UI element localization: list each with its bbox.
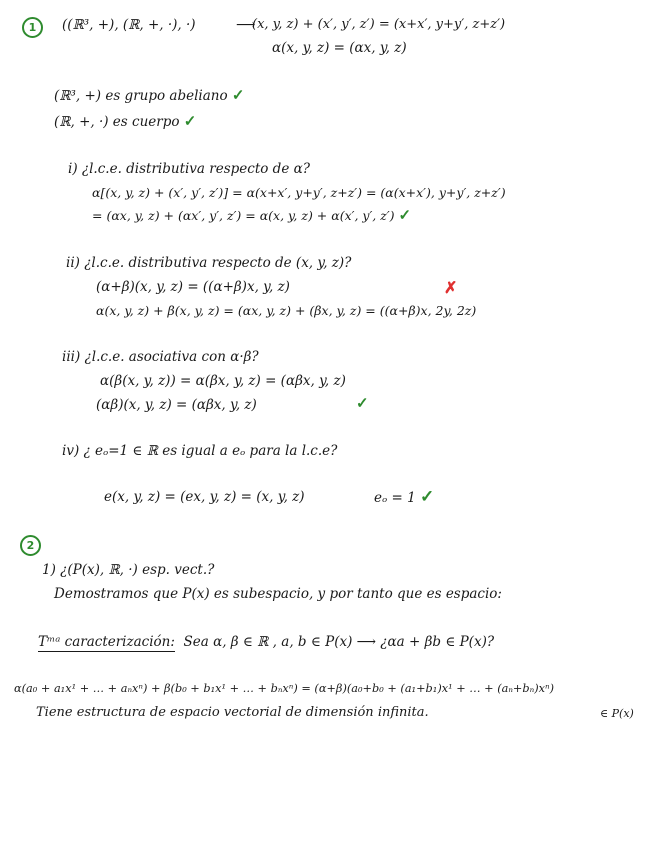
theorem-label: Tᵐᵃ caracterización: [38,634,175,650]
structure-tuple: ((ℝ³, +), (ℝ, +, ·), ·) [62,17,196,33]
question-1-title: i) ¿l.c.e. distributiva respecto de α? [68,161,310,177]
exercise-1-number: 1 [22,17,43,38]
question-2-line-2: α(x, y, z) + β(x, y, z) = (αx, y, z) + (βx, y, z) = ((α+β)x, 2y, 2z) [96,303,477,318]
check-icon: ✓ [183,112,197,130]
theorem-line [38,633,494,651]
abelian-text: (ℝ³, +) es grupo abeliano [54,88,228,104]
maps-to-arrow: ⟶ [236,17,256,33]
question-2-title: ii) ¿l.c.e. distributiva respecto de (x, y, z)? [66,255,352,271]
question-2-line-1: (α+β)(x, y, z) = ((α+β)x, y, z) [96,279,290,295]
field-text: (ℝ, +, ·) es cuerpo [54,114,180,130]
polynomial-expansion: α(a₀ + a₁x¹ + … + aₙxⁿ) + β(b₀ + b₁x¹ + … + bₙxⁿ) = (α+β)(a₀+b₀ + (a₁+b₁)x¹ + … + (aₙ+bₙ)xⁿ) [14,682,554,695]
check-icon: ✓ [398,206,412,224]
question-1-line-2 [92,206,411,225]
question-4-line: e(x, y, z) = (ex, y, z) = (x, y, z) [104,489,305,505]
field-line [54,112,196,131]
question-3-title: iii) ¿l.c.e. asociativa con α·β? [62,349,259,365]
scalar-definition: α(x, y, z) = (αx, y, z) [272,40,407,56]
question-4-note [374,488,434,507]
exercise-2-conclusion: Tiene estructura de espacio vectorial de dimensión infinita. [36,705,429,720]
neutral-element-text: eₒ = 1 [374,490,416,506]
check-icon: ✓ [356,394,369,412]
abelian-group-line [54,86,244,105]
exercise-2-number: 2 [20,535,41,556]
question-1-line-2-text: = (αx, y, z) + (αx′, y′, z′) = α(x, y, z) + α(x′, y′, z′) [92,208,395,223]
question-1-line-1: α[(x, y, z) + (x′, y′, z′)] = α(x+x′, y+y′, z+z′) = (α(x+x′), y+y′, z+z′) [92,185,506,200]
sum-definition: (x, y, z) + (x′, y′, z′) = (x+x′, y+y′, z+z′) [252,17,506,32]
exercise-2-statement: Demostramos que P(x) es subespacio, y por tanto que es espacio: [54,586,502,602]
question-4-title: iv) ¿ eₒ=1 ∈ ℝ es igual a eₒ para la l.c.e? [62,443,338,459]
question-3-line-2: (αβ)(x, y, z) = (αβx, y, z) [96,397,257,413]
cross-icon: ✗ [444,278,458,297]
check-icon: ✓ [419,487,435,507]
question-3-line-1: α(β(x, y, z)) = α(βx, y, z) = (αβx, y, z) [100,373,346,389]
exercise-2-question: 1) ¿(P(x), ℝ, ·) esp. vect.? [42,562,215,578]
membership-note: ∈ P(x) [600,707,634,720]
theorem-body: Sea α, β ∈ ℝ , a, b ∈ P(x) ⟶ ¿αa + βb ∈ P(x)? [183,634,495,650]
check-icon: ✓ [231,86,245,104]
